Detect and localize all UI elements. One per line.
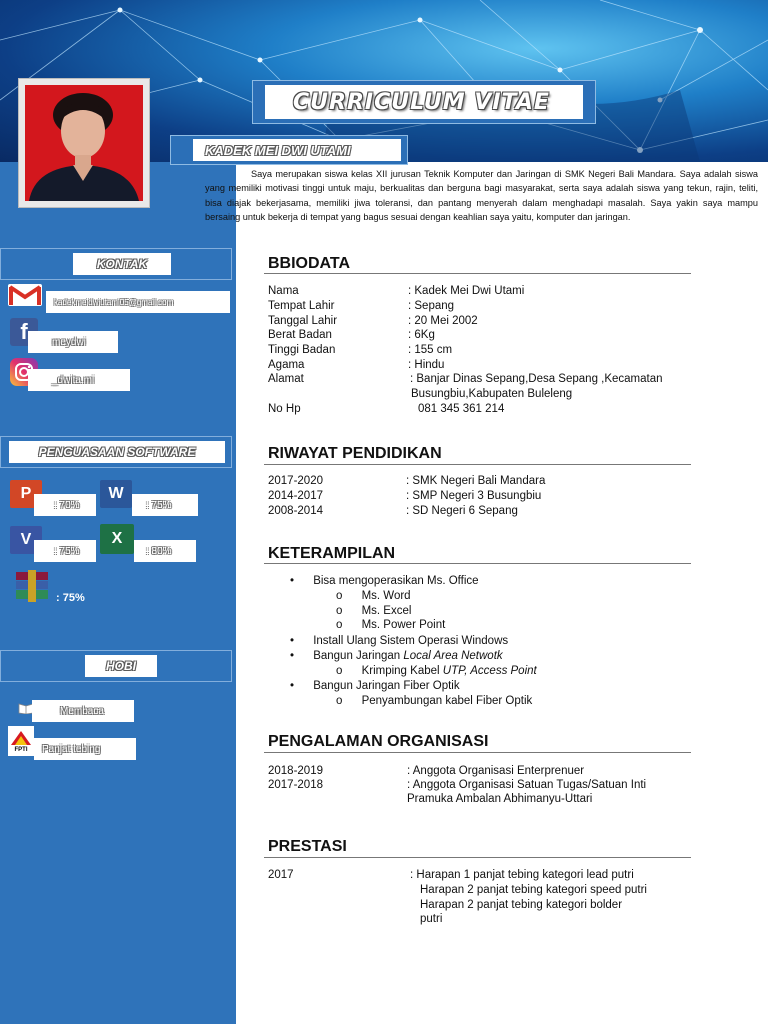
pendidikan-year: 2014-2017 [268, 490, 323, 502]
keterampilan-title: KETERAMPILAN [268, 545, 396, 562]
pendidikan-year: 2008-2014 [268, 505, 323, 517]
skill-subitem: o Krimping Kabel UTP, Access Point [336, 665, 537, 677]
name-box [170, 135, 408, 165]
organisasi-year: 2017-2018 [268, 779, 323, 791]
biodata-rule [264, 273, 691, 274]
biodata-label: No Hp [268, 403, 301, 415]
powerpoint-icon: P [10, 480, 42, 508]
software-title: PENGUASAAN SOFTWARE [38, 445, 196, 459]
prestasi-line: Harapan 2 panjat tebing kategori speed putri [420, 884, 647, 896]
biodata-value: : 155 cm [408, 344, 453, 356]
skill-subitem: o Ms. Word [336, 590, 411, 602]
biodata-value: 081 345 361 214 [418, 403, 505, 415]
organisasi-year: 2018-2019 [268, 765, 323, 777]
pendidikan-school: : SD Negeri 6 Sepang [406, 505, 518, 517]
biodata-value: : Sepang [408, 300, 455, 312]
biodata-label: Nama [268, 285, 299, 297]
biodata-label: Berat Badan [268, 329, 332, 341]
biodata-value: Busungbiu,Kabupaten Buleleng [411, 388, 573, 400]
profile-photo-frame [18, 78, 150, 208]
fpti-logo-icon: FPTI [8, 726, 34, 756]
keterampilan-rule [264, 563, 691, 564]
skill-item: • Bangun Jaringan Fiber Optik [290, 680, 460, 692]
hobi-title: HOBI [106, 659, 136, 673]
prestasi-line: putri [420, 913, 443, 925]
organisasi-title: PENGALAMAN ORGANISASI [268, 733, 489, 750]
skill-item: • Bisa mengoperasikan Ms. Office [290, 575, 479, 587]
prestasi-title: PRESTASI [268, 838, 347, 855]
hobi-item-membaca: Membaca [32, 700, 134, 722]
biodata-label: Alamat [268, 373, 304, 385]
visio-icon: V [10, 526, 42, 554]
biodata-value: : 6Kg [408, 329, 435, 341]
hobi-item-panjat-tebing: Panjat tebing [34, 738, 136, 760]
skill-subitem: o Ms. Power Point [336, 619, 446, 631]
organisasi-text: Pramuka Ambalan Abhimanyu-Uttari [407, 793, 593, 805]
winrar-icon [14, 570, 50, 602]
pendidikan-school: : SMP Negeri 3 Busungbiu [406, 490, 542, 502]
kontak-title: KONTAK [96, 257, 148, 271]
powerpoint-level: : 70% [34, 494, 96, 516]
pendidikan-year: 2017-2020 [268, 475, 323, 487]
biodata-label: Tempat Lahir [268, 300, 335, 312]
word-level: : 75% [132, 494, 198, 516]
facebook-field[interactable]: meydwi [28, 331, 118, 353]
winrar-level: : 75% [56, 592, 85, 604]
intro-paragraph: Saya merupakan siswa kelas XII jurusan Teknik Komputer dan Jaringan di SMK Negeri Bali Mandara. Saya adalah siswa yang memiliki motivasi tinggi untuk maju, berkualitas dan berguna bagi masyarakat, serta saya adalah siswa yang tekun, rajin, teliti, bisa diajak bekerjasama, memiliki jiwa toleransi, dan pantang menyerah dalam menghadapi masalah. Saya yakin saya mampu bersaing untuk bekerja di tempat yang bagus sesuai dengan keahlian saya yaitu, komputer dan jaringan. [205, 169, 758, 222]
biodata-value: : Hindu [408, 359, 445, 371]
gmail-icon [8, 284, 42, 306]
full-name: KADEK MEI DWI UTAMI [205, 142, 351, 158]
visio-level: : 75% [34, 540, 96, 562]
excel-icon: X [100, 524, 134, 554]
excel-level: : 80% [134, 540, 196, 562]
biodata-value: : 20 Mei 2002 [408, 315, 478, 327]
biodata-label: Tanggal Lahir [268, 315, 338, 327]
prestasi-year: 2017 [268, 869, 294, 881]
prestasi-line: : Harapan 1 panjat tebing kategori lead putri [410, 869, 634, 881]
skill-subitem: o Ms. Excel [336, 605, 412, 617]
organisasi-rule [264, 752, 691, 753]
pendidikan-title: RIWAYAT PENDIDIKAN [268, 445, 442, 462]
portrait-illustration [25, 85, 143, 201]
organisasi-text: : Anggota Organisasi Enterprenuer [407, 765, 585, 777]
biodata-label: Agama [268, 359, 305, 371]
pendidikan-school: : SMK Negeri Bali Mandara [406, 475, 546, 487]
software-section-header [0, 436, 232, 468]
kontak-section-header [0, 248, 232, 280]
hobi-section-header [0, 650, 232, 682]
prestasi-line: Harapan 2 panjat tebing kategori bolder [420, 899, 623, 911]
biodata-title: BBIODATA [268, 255, 351, 272]
organisasi-text: : Anggota Organisasi Satuan Tugas/Satuan Inti [407, 779, 647, 791]
cv-title: CURRICULUM VITAE [293, 89, 550, 115]
facebook-icon: f [10, 318, 38, 346]
skill-subitem: o Penyambungan kabel Fiber Optik [336, 695, 533, 707]
instagram-field[interactable]: _dwita.mi [28, 369, 130, 391]
skill-item: • Install Ulang Sistem Operasi Windows [290, 635, 509, 647]
skill-item: • Bangun Jaringan Local Area Netwotk [290, 650, 503, 662]
cv-title-box [252, 80, 596, 124]
prestasi-rule [264, 857, 691, 858]
email-field[interactable]: kadekmeidwiutami05@gmail.com [46, 291, 230, 313]
biodata-label: Tinggi Badan [268, 344, 336, 356]
word-icon: W [100, 480, 132, 508]
biodata-value: : Banjar Dinas Sepang,Desa Sepang ,Kecamatan [410, 373, 663, 385]
pendidikan-rule [264, 464, 691, 465]
biodata-value: : Kadek Mei Dwi Utami [408, 285, 525, 297]
profile-photo [25, 85, 143, 201]
